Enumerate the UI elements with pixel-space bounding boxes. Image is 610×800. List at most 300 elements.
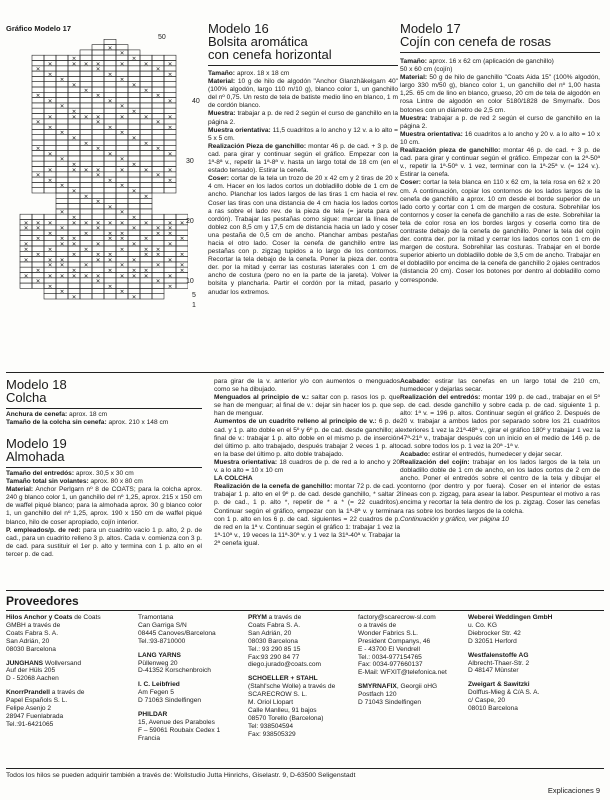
chart-cell <box>152 167 164 172</box>
paragraph-text: 10 g de hilo de algodón "Anchor Glanzhäkelgarn 40" (100% algodón, largo 110 m/10 g), blanco color 1, un ganchillo del nº 0,75. Un resto de tela de batiste medio lino en blanco, 1 m de cordón blanco. <box>208 78 398 110</box>
chart-stitch-mark: × <box>167 220 173 227</box>
chart-cell <box>152 294 164 299</box>
chart-cell <box>104 161 116 166</box>
paragraph-text: 16 cuadritos a lo ancho y 20 v. a lo alto = 10 x 10 cm. <box>400 130 600 146</box>
modelo-16-title-line2: con cenefa horizontal <box>208 47 332 62</box>
chart-stitch-mark: × <box>107 230 113 237</box>
modelo-17-instructions <box>400 58 600 285</box>
supplier-entry <box>358 614 468 677</box>
supplier-name: Weberei Weddingen GmbH <box>468 614 553 621</box>
chart-stitch-mark: × <box>83 220 89 227</box>
paragraph <box>208 78 398 110</box>
chart-stitch-mark: × <box>83 246 89 253</box>
chart-stitch-mark: × <box>47 262 53 269</box>
chart-cell <box>104 82 116 87</box>
supplier-address-line: Coats Fabra S. A. <box>6 629 59 637</box>
chart-cell <box>152 273 164 278</box>
chart-cell <box>140 82 152 87</box>
chart-cell <box>32 82 44 87</box>
modelo-19 <box>6 436 202 558</box>
paragraph-text: aprox. 18 x 18 cm <box>235 70 290 77</box>
paragraph <box>208 110 398 126</box>
chart-stitch-mark: × <box>107 220 113 227</box>
chart-stitch-mark: × <box>107 252 113 259</box>
chart-cell <box>140 156 152 161</box>
chart-stitch-mark: × <box>71 241 77 248</box>
chart-cell <box>92 188 104 193</box>
chart-stitch-mark: × <box>107 257 113 264</box>
chart-cell <box>68 182 80 187</box>
chart-stitch-mark: × <box>119 61 125 68</box>
supplier-entry <box>6 689 120 729</box>
chart-stitch-mark: × <box>47 177 53 184</box>
chart-stitch-mark: × <box>59 262 65 269</box>
chart-cell <box>104 66 116 71</box>
chart-stitch-mark: × <box>119 289 125 296</box>
supplier-address-line: Papel Españols S. L. <box>6 697 68 705</box>
chart-cell <box>152 156 164 161</box>
paragraph <box>208 70 398 78</box>
paragraph-lead: Realización pieza de ganchillo: <box>400 147 501 155</box>
chart-cell <box>80 76 92 81</box>
chart-cell <box>80 177 92 182</box>
chart-cell <box>68 156 80 161</box>
divider <box>6 408 202 409</box>
chart-stitch-mark: × <box>155 246 161 253</box>
supplier-address-line: D 32051 Herford <box>468 637 517 645</box>
chart-cell <box>80 188 92 193</box>
chart-stitch-mark: × <box>167 177 173 184</box>
supplier-address-line: Auf der Hüls 205 <box>6 667 56 675</box>
chart-cell <box>56 119 68 124</box>
chart-stitch-mark: × <box>47 71 53 78</box>
supplier-note: a través de <box>49 689 85 697</box>
chart-stitch-mark: × <box>47 273 53 280</box>
chart-cell <box>140 98 152 103</box>
chart-stitch-mark: × <box>59 103 65 110</box>
chart-stitch-mark: × <box>71 188 77 195</box>
paragraph <box>214 483 400 548</box>
paragraph-lead: Tamaño de la colcha sin cenefa: <box>6 419 107 427</box>
chart-stitch-mark: × <box>131 241 137 248</box>
modelo-17 <box>400 21 600 284</box>
chart-cell <box>104 167 116 172</box>
chart-stitch-mark: × <box>167 230 173 237</box>
chart-cell <box>128 98 140 103</box>
chart-cell <box>140 177 152 182</box>
chart-stitch-mark: × <box>47 98 53 105</box>
chart-cell <box>32 103 44 108</box>
chart-cell <box>104 278 116 283</box>
chart-stitch-mark: × <box>83 61 89 68</box>
chart-stitch-mark: × <box>119 262 125 269</box>
chart-cell <box>56 220 68 225</box>
chart-stitch-mark: × <box>47 230 53 237</box>
chart-stitch-mark: × <box>47 124 53 131</box>
chart-cell <box>104 114 116 119</box>
chart-cell <box>176 230 188 235</box>
chart-cell <box>32 140 44 145</box>
chart-stitch-mark: × <box>71 268 77 274</box>
chart-stitch-mark: × <box>83 140 89 147</box>
supplier-address-line: Tel.:93-8710000 <box>138 637 186 645</box>
chart-cell <box>80 182 92 187</box>
chart-cell <box>128 235 140 240</box>
supplier-entry <box>138 614 254 646</box>
chart-cell <box>128 50 140 55</box>
chart-cell <box>68 129 80 134</box>
chart-stitch-mark: × <box>59 236 65 243</box>
chart-cell <box>68 124 80 129</box>
chart-stitch-mark: × <box>35 119 41 126</box>
chart-stitch-mark: × <box>95 93 101 100</box>
modelo-18-number: Modelo 18 <box>6 377 67 392</box>
supplier-entry <box>138 681 254 705</box>
chart-cell <box>104 92 116 97</box>
chart-cell <box>44 82 56 87</box>
chart-cell <box>80 103 92 108</box>
supplier-note: de Coats GMBH a través de <box>6 614 101 629</box>
chart-stitch-mark: × <box>143 193 149 200</box>
chart-cell <box>152 241 164 246</box>
supplier-address-line: 15, Avenue des Paraboles <box>138 718 215 726</box>
supplier-entry <box>468 681 604 713</box>
chart-stitch-mark: × <box>131 294 137 300</box>
chart-stitch-mark: × <box>107 98 113 105</box>
chart-cell <box>140 76 152 81</box>
paragraph <box>208 175 398 296</box>
supplier-note: Wollversand <box>43 659 82 667</box>
chart-cell <box>20 283 32 288</box>
chart-cell <box>140 124 152 129</box>
supplier-address-line: F – 59061 Roubaix Cedex 1 <box>138 726 221 734</box>
chart-cell <box>116 151 128 156</box>
paragraph <box>400 58 600 74</box>
chart-stitch-mark: × <box>95 273 101 280</box>
supplier-address-line: Püllenweg 20 <box>138 659 178 667</box>
chart-cell <box>68 288 80 293</box>
chart-cell <box>164 145 176 150</box>
chart-cell <box>92 294 104 299</box>
chart-cell <box>44 214 56 219</box>
chart-cell <box>68 204 80 209</box>
chart-cell <box>164 92 176 97</box>
chart-cell <box>140 129 152 134</box>
chart-cell <box>80 209 92 214</box>
chart-stitch-mark: × <box>131 188 137 195</box>
chart-cell <box>140 151 152 156</box>
chart-stitch-mark: × <box>47 220 53 227</box>
supplier-address-line: San Adrián, 20 <box>6 637 50 645</box>
chart-cell <box>68 198 80 203</box>
chart-cell <box>128 288 140 293</box>
chart-cell <box>128 172 140 177</box>
chart-stitch-mark: × <box>131 273 137 280</box>
chart-cell <box>56 66 68 71</box>
supplier-address-line: Tel.:91-6421065 <box>6 720 54 728</box>
chart-stitch-mark: × <box>23 225 29 232</box>
chart-cell <box>104 55 116 60</box>
chart-cell <box>56 71 68 76</box>
continuation-note: Continuación y gráfico, ver página 10 <box>400 515 509 523</box>
chart-cell <box>164 87 176 92</box>
chart-cell <box>56 251 68 256</box>
chart-cell <box>92 235 104 240</box>
paragraph-lead: Tamaño: <box>400 58 427 65</box>
paragraph-lead: Muestra orientativa: <box>214 458 278 466</box>
chart-label-20: 20 <box>186 218 194 225</box>
paragraph-text: 50 g de hilo de ganchillo "Coats Aida 15" (100% algodón, largo 330 m/50 g), blanco color 1, un ganchillo del nº 1,00 hasta 1,25. 65 cm de lino en blanco, grueso, 20 cm de tela de algodón en rosa Lintre de algodón en color 5180/1828 de Smyrnafix. Dos botones con un diámetro de 2,5 cm. <box>400 74 600 114</box>
chart-stitch-mark: × <box>107 268 113 274</box>
chart-stitch-mark: × <box>155 172 161 179</box>
chart-cell <box>140 182 152 187</box>
chart-stitch-mark: × <box>83 262 89 269</box>
chart-cell <box>152 220 164 225</box>
chart-stitch-mark: × <box>71 220 77 227</box>
chart-stitch-mark: × <box>131 162 137 168</box>
paragraph-lead: Realización de la cenefa de ganchillo: <box>214 483 333 491</box>
paragraph-text: montar 72 p. de cad. y trabajar 1 p. alto en el 9º p. de cad. desde ganchillo, * saltar 2 p. de cad., 1 p. alto *, repetir de * a * (= 22 cuadritos). Continuar según el gráfico, empezar con la 1ª-8ª v. y terminar con 1 p. alto en los 6 p. de cad. siguientes = 22 cuadros de p. de red en la 1ª v. Continuar según el gráfico 1: trabajar 1 vez la 1ª-10ª v., 19 veces la 11ª-30ª v. y 1 vez la 31ª-40ª v. Trabajar la 2ª cenefa igual. <box>214 483 400 547</box>
paragraph <box>6 411 202 419</box>
paragraph-lead: Material: <box>208 78 236 86</box>
chart-stitch-mark: × <box>95 167 101 174</box>
chart-cell <box>116 283 128 288</box>
suppliers-title: Proveedores <box>6 594 79 608</box>
chart-cell <box>32 262 44 267</box>
chart-cell <box>104 135 116 140</box>
chart-stitch-mark: × <box>119 236 125 243</box>
chart-stitch-mark: × <box>59 257 65 264</box>
chart-cell <box>164 251 176 256</box>
chart-cell <box>56 55 68 60</box>
chart-stitch-mark: × <box>143 114 149 121</box>
supplier-address-line: c/ Caspe, 20 <box>468 697 506 705</box>
chart-cell <box>128 92 140 97</box>
chart-stitch-mark: × <box>47 114 53 121</box>
chart-stitch-mark: × <box>47 283 53 290</box>
chart-stitch-mark: × <box>167 167 173 174</box>
chart-stitch-mark: × <box>155 93 161 100</box>
chart-stitch-mark: × <box>143 87 149 94</box>
chart-stitch-mark: × <box>167 257 173 264</box>
supplier-address-line: Am Fegen 5 <box>138 689 174 697</box>
chart-stitch-mark: × <box>179 236 185 243</box>
chart-stitch-mark: × <box>47 61 53 68</box>
chart-cell <box>104 61 116 66</box>
chart-stitch-mark: × <box>95 119 101 126</box>
chart-cell <box>32 114 44 119</box>
chart-cell <box>152 288 164 293</box>
chart-stitch-mark: × <box>119 220 125 227</box>
chart-label-40: 40 <box>192 98 200 105</box>
chart-cell <box>128 66 140 71</box>
chart-stitch-mark: × <box>131 257 137 264</box>
chart-stitch-mark: × <box>23 273 29 280</box>
chart-title: Gráfico Modelo 17 <box>6 24 72 33</box>
chart-stitch-mark: × <box>119 183 125 190</box>
modelo-18 <box>6 377 202 427</box>
supplier-address-line: Fax:93 290 84 77 <box>248 653 300 661</box>
chart-stitch-mark: × <box>83 193 89 200</box>
chart-stitch-mark: × <box>155 146 161 153</box>
chart-cell <box>68 177 80 182</box>
suppliers-col-4 <box>358 614 468 713</box>
chart-label-1: 1 <box>192 302 196 309</box>
chart-stitch-mark: × <box>71 273 77 280</box>
supplier-address-line: D 48147 Münster <box>468 667 519 675</box>
supplier-name: Hilos Anchor y Coats <box>6 614 73 621</box>
supplier-address-line: San Adrián, 20 <box>248 629 292 637</box>
paragraph-lead: Acabado: <box>400 378 431 385</box>
chart-cell <box>32 156 44 161</box>
chart-stitch-mark: × <box>155 230 161 237</box>
chart-cell <box>128 151 140 156</box>
supplier-entry <box>138 652 254 676</box>
chart-cell <box>128 129 140 134</box>
supplier-address-line: SCARECROW S. L. <box>248 691 307 699</box>
chart-cell <box>68 151 80 156</box>
paragraph <box>208 127 398 143</box>
chart-stitch-mark: × <box>95 225 101 232</box>
chart-cell <box>56 145 68 150</box>
chart-cell <box>80 135 92 140</box>
chart-cell <box>92 87 104 92</box>
chart-label-10: 10 <box>186 278 194 285</box>
chart-cell <box>128 156 140 161</box>
chart-cell <box>44 188 56 193</box>
modelo-19-title: Almohada <box>6 449 65 464</box>
chart-stitch-mark: × <box>71 109 77 115</box>
chart-label-5: 5 <box>192 292 196 299</box>
chart-stitch-mark: × <box>167 241 173 248</box>
chart-stitch-mark: × <box>71 215 77 221</box>
chart-stitch-mark: × <box>179 220 185 227</box>
supplier-address-line: 08570 Torello (Barcelona) <box>248 714 324 722</box>
chart-cell <box>80 161 92 166</box>
chart-stitch-mark: × <box>83 114 89 121</box>
modelo-16 <box>208 21 398 296</box>
chart-cell <box>56 92 68 97</box>
supplier-address-line: 08030 Barcelona <box>248 637 298 645</box>
chart-stitch-mark: × <box>59 289 65 296</box>
paragraph-text: aprox. 210 x 148 cm <box>106 419 169 427</box>
suppliers-col-1 <box>6 614 120 735</box>
chart-cell <box>32 188 44 193</box>
chart-stitch-mark: × <box>155 262 161 269</box>
supplier-name: Westfalenstoffe AG <box>468 651 529 659</box>
supplier-address-line: M. Oriol Llopart <box>248 699 294 707</box>
chart-cell <box>80 98 92 103</box>
chart-cell <box>32 76 44 81</box>
supplier-address-line: (Stahl'sche Wolle) a través de <box>248 683 336 691</box>
chart-cell <box>32 182 44 187</box>
chart-stitch-mark: × <box>83 167 89 174</box>
chart-cell <box>56 151 68 156</box>
chart-cell <box>104 172 116 177</box>
chart-stitch-mark: × <box>131 268 137 274</box>
chart-stitch-mark: × <box>119 114 125 121</box>
chart-cell <box>80 129 92 134</box>
chart-cell <box>80 82 92 87</box>
chart-cell <box>68 230 80 235</box>
chart-stitch-mark: × <box>35 268 41 274</box>
chart-cell <box>44 135 56 140</box>
chart-stitch-mark: × <box>35 66 41 73</box>
chart-cell <box>164 82 176 87</box>
supplier-name: SCHOELLER + STAHL <box>248 675 318 683</box>
chart-stitch-mark: × <box>59 209 65 216</box>
chart-cell <box>80 257 92 262</box>
chart-cell <box>56 140 68 145</box>
chart-cell <box>32 108 44 113</box>
chart-cell <box>68 98 80 103</box>
supplier-address-line: 08030 Barcelona <box>6 645 56 653</box>
chart-stitch-mark: × <box>155 119 161 126</box>
chart-stitch-mark: × <box>47 151 53 158</box>
chart-stitch-mark: × <box>35 252 41 259</box>
chart-label-30: 30 <box>186 158 194 165</box>
chart-cell <box>56 193 68 198</box>
chart-cell <box>140 108 152 113</box>
paragraph <box>400 459 600 516</box>
chart-cell <box>32 161 44 166</box>
paragraph <box>400 179 600 284</box>
chart-cell <box>128 182 140 187</box>
supplier-address-line: D 71063 Sindelfingen <box>138 697 202 705</box>
chart-cell <box>104 39 116 44</box>
chart-cell <box>116 87 128 92</box>
chart-stitch-mark: × <box>83 230 89 237</box>
paragraph <box>6 527 202 559</box>
chart-stitch-mark: × <box>119 130 125 137</box>
supplier-address-line: Albrecht-Thaer-Str. 2 <box>468 659 530 667</box>
chart-stitch-mark: × <box>155 66 161 73</box>
chart-cell <box>32 55 44 60</box>
chart-stitch-mark: × <box>131 225 137 232</box>
chart-stitch-mark: × <box>143 273 149 280</box>
chart-cell <box>68 209 80 214</box>
chart-cell <box>116 92 128 97</box>
chart-stitch-mark: × <box>23 257 29 264</box>
paragraph-text: Anchor Perlgarn nº 8 de COATS; para la colcha aprox. 240 g blanco color 1, un ganchillo del nº 1,25, aprox. 215 x 150 cm de waffel piqué blanco; para la almohada aprox. 30 g blanco color 1, un ganchillo del nº 1,25, aprox. 190 x 150 cm de waffel piqué blanco, hilo de coser apropiado, cojín interior. <box>6 486 202 526</box>
chart-cell <box>152 76 164 81</box>
chart-cell <box>140 288 152 293</box>
chart-cell <box>128 71 140 76</box>
paragraph-text: cortar la tela blanca en 110 x 62 cm, la tela rosa en 62 x 20 cm. A continuación, copiar los contornos de los lados largos de la cenefa de ganchillo a aprox. 10 cm desde el borde superior de un lado corto y cortar con 1 cm de margen de costura. Sobrehilar los contornos y coser la cenefa de ganchillo a ras de este. Sobrehilar la tela de color rosa en los bordes largos y coserla como tira de contraste debajo de la cenefa de ganchillo. Poner la tela del cojín der. contra der. por la mitad y cerrar los lados cortos con 1 cm de margen de costura. Sobrehilar las costuras. Trabajar en el borde superior abierto un dobladillo doble de 3,5 cm de ancho. Trabajar en el dobladillo por encima de la cenefa de ganchillo 2 ojales centrados (distancia 20 cm). Coser los botones por dentro al dobladillo como corresponde. <box>400 179 600 284</box>
chart-cell <box>152 135 164 140</box>
chart-cell <box>56 124 68 129</box>
chart-cell <box>92 108 104 113</box>
paragraph-text: aprox. 30,5 x 30 cm <box>74 470 134 477</box>
chart-cell <box>80 50 92 55</box>
paragraph-lead: Aumentos de un cuadrito relleno al principio de v.: <box>214 418 377 426</box>
chart-cell <box>20 235 32 240</box>
chart-stitch-mark: × <box>143 236 149 243</box>
chart-cell <box>92 161 104 166</box>
chart-cell <box>56 167 68 172</box>
chart-stitch-mark: × <box>71 236 77 243</box>
chart-cell <box>44 145 56 150</box>
chart-cell <box>152 161 164 166</box>
chart-cell <box>128 119 140 124</box>
chart-cell <box>92 50 104 55</box>
chart-stitch-mark: × <box>59 156 65 163</box>
chart-stitch-mark: × <box>107 124 113 131</box>
chart-stitch-mark: × <box>71 294 77 300</box>
chart-stitch-mark: × <box>143 252 149 259</box>
chart-cell <box>140 209 152 214</box>
supplier-address-line: Wonder Fabrics S.L. <box>358 629 418 637</box>
